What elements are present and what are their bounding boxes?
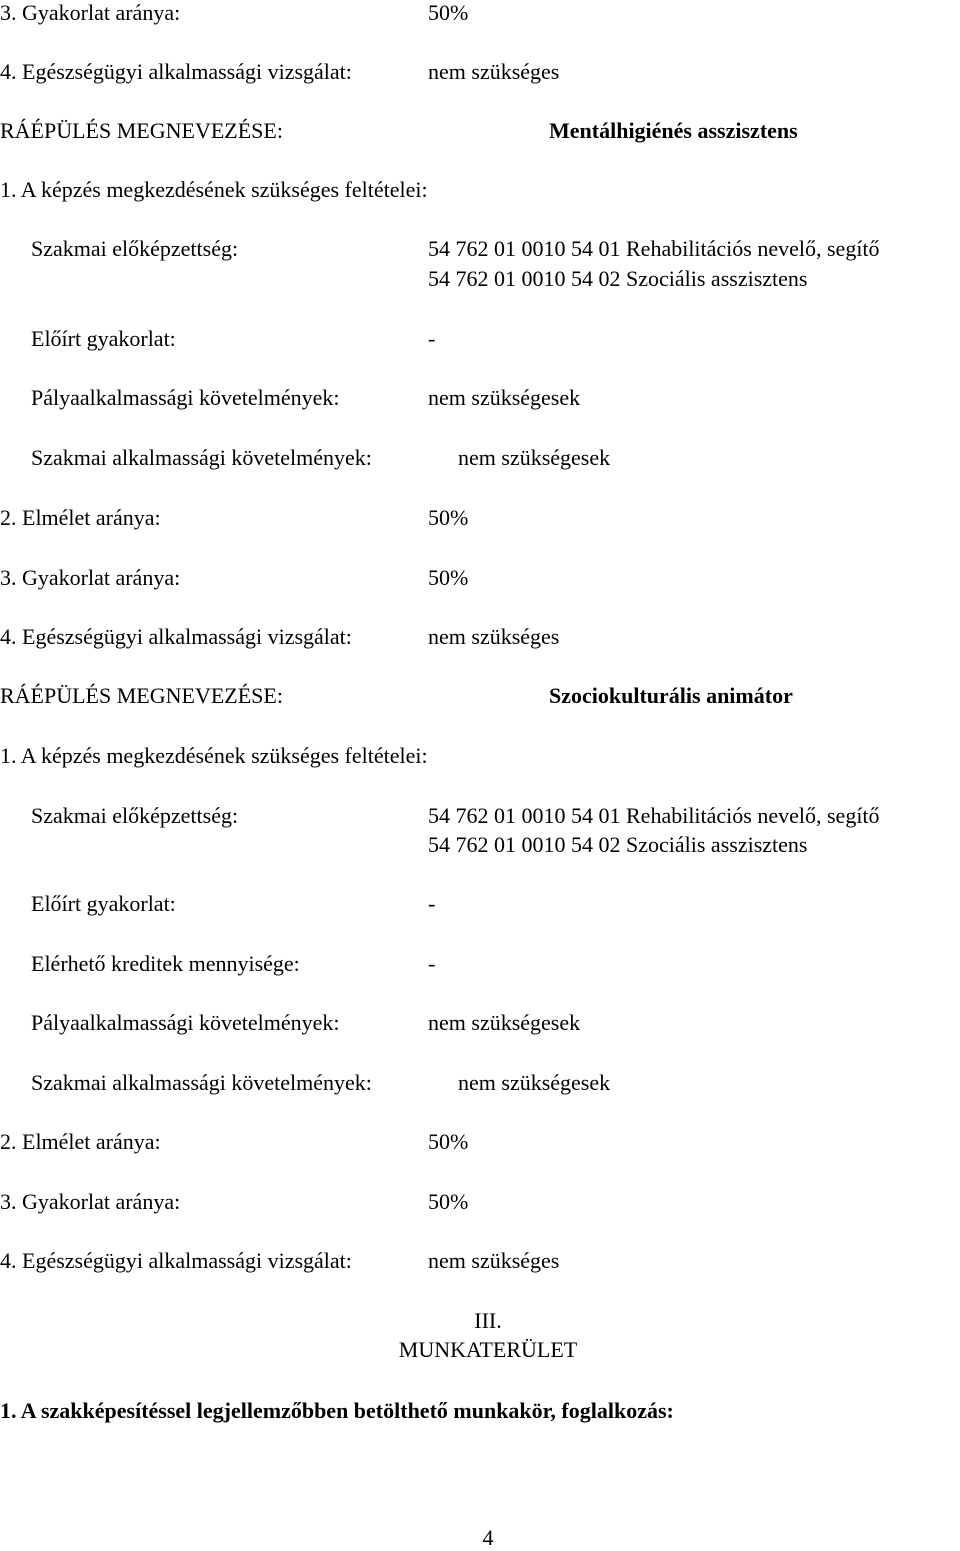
theory-ratio-label: 2. Elmélet aránya: xyxy=(0,1129,161,1154)
credits-label: Elérhető kreditek mennyisége: xyxy=(31,951,300,976)
career-aptitude-value: nem szükségesek xyxy=(428,1010,581,1035)
professional-aptitude-value: nem szükségesek xyxy=(458,1070,611,1095)
professional-aptitude-label: Szakmai alkalmassági követelmények: xyxy=(31,445,372,470)
practice-ratio-label: 3. Gyakorlat aránya: xyxy=(0,565,181,590)
health-check-value: nem szükséges xyxy=(428,624,560,649)
prerequisites-heading: 1. A képzés megkezdésének szükséges feltételei: xyxy=(0,743,428,768)
chapter-number: III. xyxy=(474,1308,502,1333)
health-check-value: nem szükséges xyxy=(428,1248,560,1273)
credits-value: - xyxy=(428,951,436,976)
practice-ratio-value: 50% xyxy=(428,0,469,25)
required-practice-label: Előírt gyakorlat: xyxy=(31,891,176,916)
theory-ratio-value: 50% xyxy=(428,505,469,530)
prerequisites-heading: 1. A képzés megkezdésének szükséges feltételei: xyxy=(0,177,428,202)
qualification-name: Mentálhigiénés asszisztens xyxy=(549,118,798,143)
qualification-name: Szociokulturális animátor xyxy=(549,683,793,708)
prior-qualification-label: Szakmai előképzettség: xyxy=(31,803,239,828)
practice-ratio-value: 50% xyxy=(428,565,469,590)
practice-ratio-value: 50% xyxy=(428,1189,469,1214)
practice-ratio-label: 3. Gyakorlat aránya: xyxy=(0,1189,181,1214)
theory-ratio-value: 50% xyxy=(428,1129,469,1154)
theory-ratio-label: 2. Elmélet aránya: xyxy=(0,505,161,530)
professional-aptitude-label: Szakmai alkalmassági követelmények: xyxy=(31,1070,372,1095)
health-check-value: nem szükséges xyxy=(428,59,560,84)
required-practice-value: - xyxy=(428,326,436,351)
prior-qualification-value-2: 54 762 01 0010 54 02 Szociális asszisztens xyxy=(428,832,808,857)
page-number: 4 xyxy=(482,1525,494,1550)
prior-qualification-value-1: 54 762 01 0010 54 01 Rehabilitációs nevelő, segítő xyxy=(428,803,880,828)
section-heading: RÁÉPÜLÉS MEGNEVEZÉSE: xyxy=(0,683,283,708)
health-check-label: 4. Egészségügyi alkalmassági vizsgálat: xyxy=(0,59,352,84)
prior-qualification-label: Szakmai előképzettség: xyxy=(31,236,239,261)
professional-aptitude-value: nem szükségesek xyxy=(458,445,611,470)
prior-qualification-value-2: 54 762 01 0010 54 02 Szociális asszisztens xyxy=(428,266,808,291)
prior-qualification-value-1: 54 762 01 0010 54 01 Rehabilitációs nevelő, segítő xyxy=(428,236,880,261)
career-aptitude-label: Pályaalkalmassági követelmények: xyxy=(31,1010,340,1035)
required-practice-value: - xyxy=(428,891,436,916)
chapter-title: MUNKATERÜLET xyxy=(398,1337,578,1362)
required-practice-label: Előírt gyakorlat: xyxy=(31,326,176,351)
health-check-label: 4. Egészségügyi alkalmassági vizsgálat: xyxy=(0,1248,352,1273)
section-heading: RÁÉPÜLÉS MEGNEVEZÉSE: xyxy=(0,118,283,143)
health-check-label: 4. Egészségügyi alkalmassági vizsgálat: xyxy=(0,624,352,649)
chapter-item-heading: 1. A szakképesítéssel legjellemzőbben betölthető munkakör, foglalkozás: xyxy=(0,1398,674,1423)
career-aptitude-value: nem szükségesek xyxy=(428,385,581,410)
career-aptitude-label: Pályaalkalmassági követelmények: xyxy=(31,385,340,410)
practice-ratio-label: 3. Gyakorlat aránya: xyxy=(0,0,181,25)
